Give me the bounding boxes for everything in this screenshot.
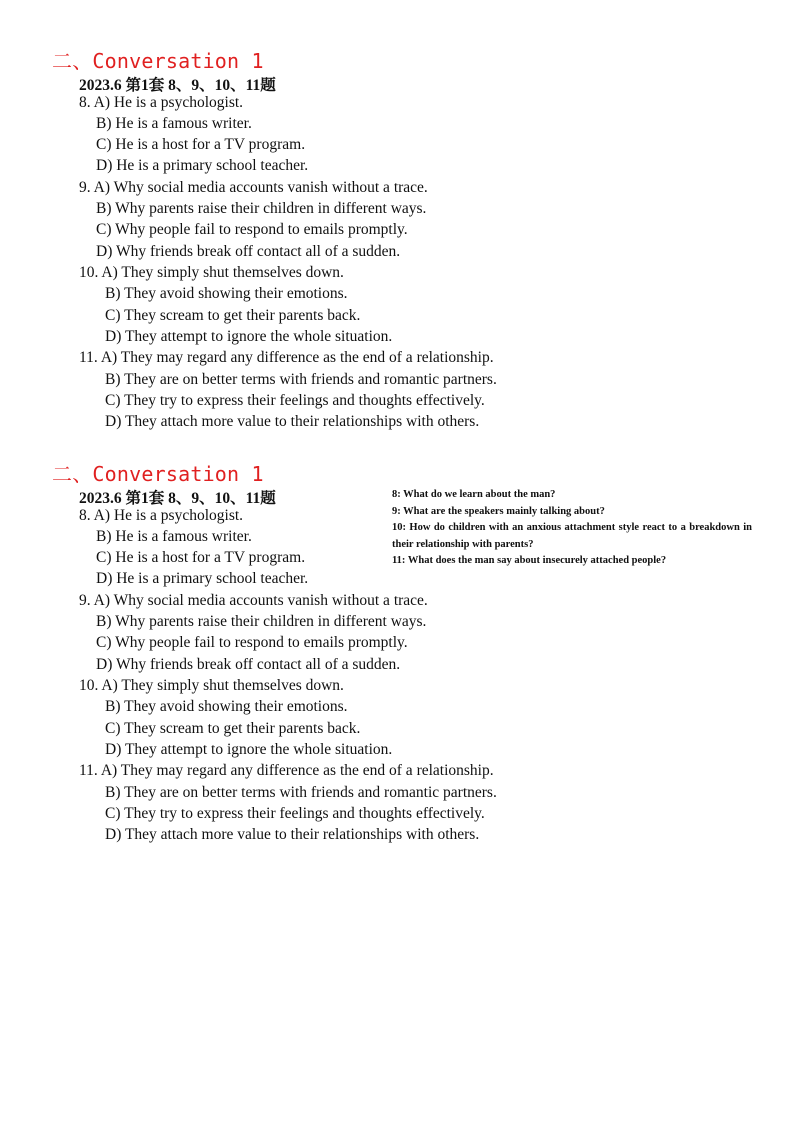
question-note: 11: What does the man say about insecurely attached people? — [392, 555, 667, 566]
option-line: C) Why people fail to respond to emails promptly. — [96, 221, 408, 238]
option-line: B) They are on better terms with friends and romantic partners. — [105, 784, 497, 801]
option-line: 8. A) He is a psychologist. — [79, 94, 244, 111]
question-note: 8: What do we learn about the man? — [392, 489, 556, 500]
option-line: C) They scream to get their parents back. — [105, 720, 361, 737]
section-subtitle: 2023.6 第1套 8、9、10、11题 — [79, 77, 276, 94]
question-notes — [392, 487, 752, 570]
option-line: D) Why friends break off contact all of a sudden. — [96, 656, 401, 673]
option-line: D) They attempt to ignore the whole situation. — [105, 328, 393, 345]
question-note: 10: How do children with an anxious attachment style react to a breakdown in their relationship with parents? — [392, 522, 752, 550]
section-subtitle: 2023.6 第1套 8、9、10、11题 — [79, 490, 276, 507]
option-line: D) He is a primary school teacher. — [96, 570, 309, 587]
option-line: D) They attempt to ignore the whole situation. — [105, 741, 393, 758]
option-line: B) They avoid showing their emotions. — [105, 698, 348, 715]
option-line: 11. A) They may regard any difference as the end of a relationship. — [79, 762, 494, 779]
option-line: 10. A) They simply shut themselves down. — [79, 264, 344, 281]
option-line: C) They try to express their feelings and thoughts effectively. — [105, 805, 485, 822]
option-line: D) Why friends break off contact all of a sudden. — [96, 243, 401, 260]
question-note: 9: What are the speakers mainly talking about? — [392, 505, 605, 517]
option-line: 9. A) Why social media accounts vanish without a trace. — [79, 179, 428, 196]
option-line: D) He is a primary school teacher. — [96, 157, 309, 174]
option-line: 8. A) He is a psychologist. — [79, 507, 244, 524]
option-line: 11. A) They may regard any difference as the end of a relationship. — [79, 349, 494, 366]
option-line: D) They attach more value to their relationships with others. — [105, 413, 480, 430]
option-line: C) He is a host for a TV program. — [96, 136, 306, 153]
option-line: C) Why people fail to respond to emails promptly. — [96, 634, 408, 651]
option-line: C) They try to express their feelings and thoughts effectively. — [105, 392, 485, 409]
option-line: B) Why parents raise their children in different ways. — [96, 200, 427, 217]
option-line: D) They attach more value to their relationships with others. — [105, 826, 480, 843]
section-title: 二、Conversation 1 — [52, 462, 264, 486]
option-line: C) He is a host for a TV program. — [96, 549, 306, 566]
option-line: B) Why parents raise their children in different ways. — [96, 613, 427, 630]
option-line: 10. A) They simply shut themselves down. — [79, 677, 344, 694]
option-line: B) He is a famous writer. — [96, 528, 252, 545]
option-line: 9. A) Why social media accounts vanish without a trace. — [79, 592, 428, 609]
section-title: 二、Conversation 1 — [52, 49, 264, 73]
option-line: B) They avoid showing their emotions. — [105, 285, 348, 302]
option-line: B) He is a famous writer. — [96, 115, 252, 132]
option-line: C) They scream to get their parents back. — [105, 307, 361, 324]
option-line: B) They are on better terms with friends and romantic partners. — [105, 371, 497, 388]
